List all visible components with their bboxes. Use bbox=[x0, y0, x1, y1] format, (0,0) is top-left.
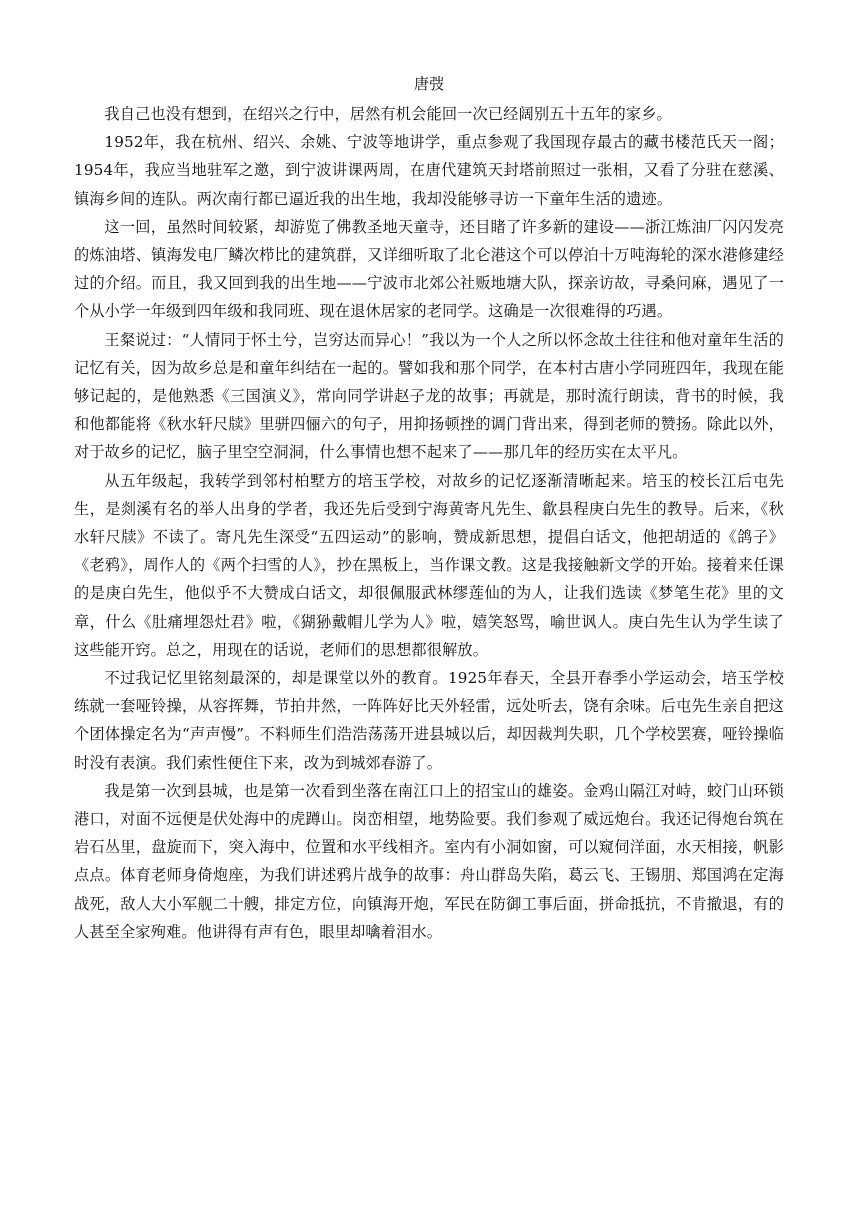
paragraph-1: 我自己也没有想到，在绍兴之行中，居然有机会能回一次已经阔别五十五年的家乡。 bbox=[104, 105, 672, 123]
article-body bbox=[74, 72, 784, 946]
paragraph-6: 不过我记忆里铭刻最深的，却是课堂以外的教育。1925年春天，全县开春季小学运动会，培玉学校练就一套哑铃操，从容挥舞，节拍井然，一阵阵好比天外轻雷，远处听去，饶有余味。后屯先生亲自把这个团体操定名为“声声慢”。不料师生们浩浩荡荡开进县城以后，却因裁判失职，几个学校罢赛，哑铃操临时没有表演。我们索性便住下来，改为到城郊春游了。 bbox=[74, 669, 784, 772]
paragraph-2: 1952年，我在杭州、绍兴、余姚、宁波等地讲学，重点参观了我国现存最古的藏书楼范氏天一阁；1954年，我应当地驻军之邀，到宁波讲课两周，在唐代建筑天封塔前照过一张相，又看了分驻在慈溪、镇海乡间的连队。两次南行都已逼近我的出生地，我却没能够寻访一下童年生活的遗迹。 bbox=[74, 133, 784, 208]
paragraph-4: 王粲说过：“人情同于怀土兮，岂穷达而异心！”我以为一个人之所以怀念故土往往和他对童年生活的记忆有关，因为故乡总是和童年纠结在一起的。譬如我和那个同学，在本村古唐小学同班四年，我现在能够记起的，是他熟悉《三国演义》，常向同学讲赵子龙的故事；再就是，那时流行朗读，背书的时候，我和他都能将《秋水轩尺牍》里骈四俪六的句子，用抑扬顿挫的调门背出来，得到老师的赞扬。除此以外，对于故乡的记忆，脑子里空空洞洞，什么事情也想不起来了——那几年的经历实在太平凡。 bbox=[74, 330, 784, 462]
paragraph-5: 从五年级起，我转学到邻村柏墅方的培玉学校，对故乡的记忆逐渐清晰起来。培玉的校长江后屯先生，是剡溪有名的举人出身的学者，我还先后受到宁海黄寄凡先生、歙县程庚白先生的教导。后来，《秋水轩尺牍》不读了。寄凡先生深受“五四运动”的影响，赞成新思想，提倡白话文，他把胡适的《鸽子》《老鸦》，周作人的《两个扫雪的人》，抄在黑板上，当作课文教。这是我接触新文学的开始。接着来任课的是庚白先生，他似乎不大赞成白话文，却很佩服武林缪莲仙的为人，让我们选读《梦笔生花》里的文章，什么《肚痛埋怨灶君》啦，《猢狲戴帽儿学为人》啦，嬉笑怒骂，喻世讽人。庚白先生认为学生读了这些能开窍。总之，用现在的话说，老师们的思想都很解放。 bbox=[74, 471, 784, 659]
paragraph-3: 这一回，虽然时间较紧，却游览了佛教圣地天童寺，还目睹了许多新的建设——浙江炼油厂闪闪发亮的炼油塔、镇海发电厂鳞次栉比的建筑群，又详细听取了北仑港这个可以停泊十万吨海轮的深水港修建经过的介绍。而且，我又回到我的出生地——宁波市北郊公社贩地塘大队，探亲访故，寻桑问麻，遇见了一个从小学一年级到四年级和我同班、现在退休居家的老同学。这确是一次很难得的巧遇。 bbox=[74, 217, 784, 321]
paragraph-7: 我是第一次到县城，也是第一次看到坐落在南江口上的招宝山的雄姿。金鸡山隔江对峙，蛟门山环锁港口，对面不远便是伏处海中的虎蹲山。岗峦相望，地势险要。我们参观了威远炮台。我还记得炮台筑在岩石丛里，盘旋而下，突入海中，位置和水平线相齐。室内有小洞如窗，可以窥伺洋面，水天相接，帆影点点。体育老师身倚炮座，为我们讲述鸦片战争的故事：舟山群岛失陷，葛云飞、王锡朋、郑国鸿在定海战死，敌人大小军舰二十艘，排定方位，向镇海开炮，军民在防御工事后面，拼命抵抗，不肯撤退，有的人甚至全家殉难。他讲得有声有色，眼里却噙着泪水。 bbox=[74, 781, 784, 941]
author-name: 唐弢 bbox=[413, 75, 445, 93]
